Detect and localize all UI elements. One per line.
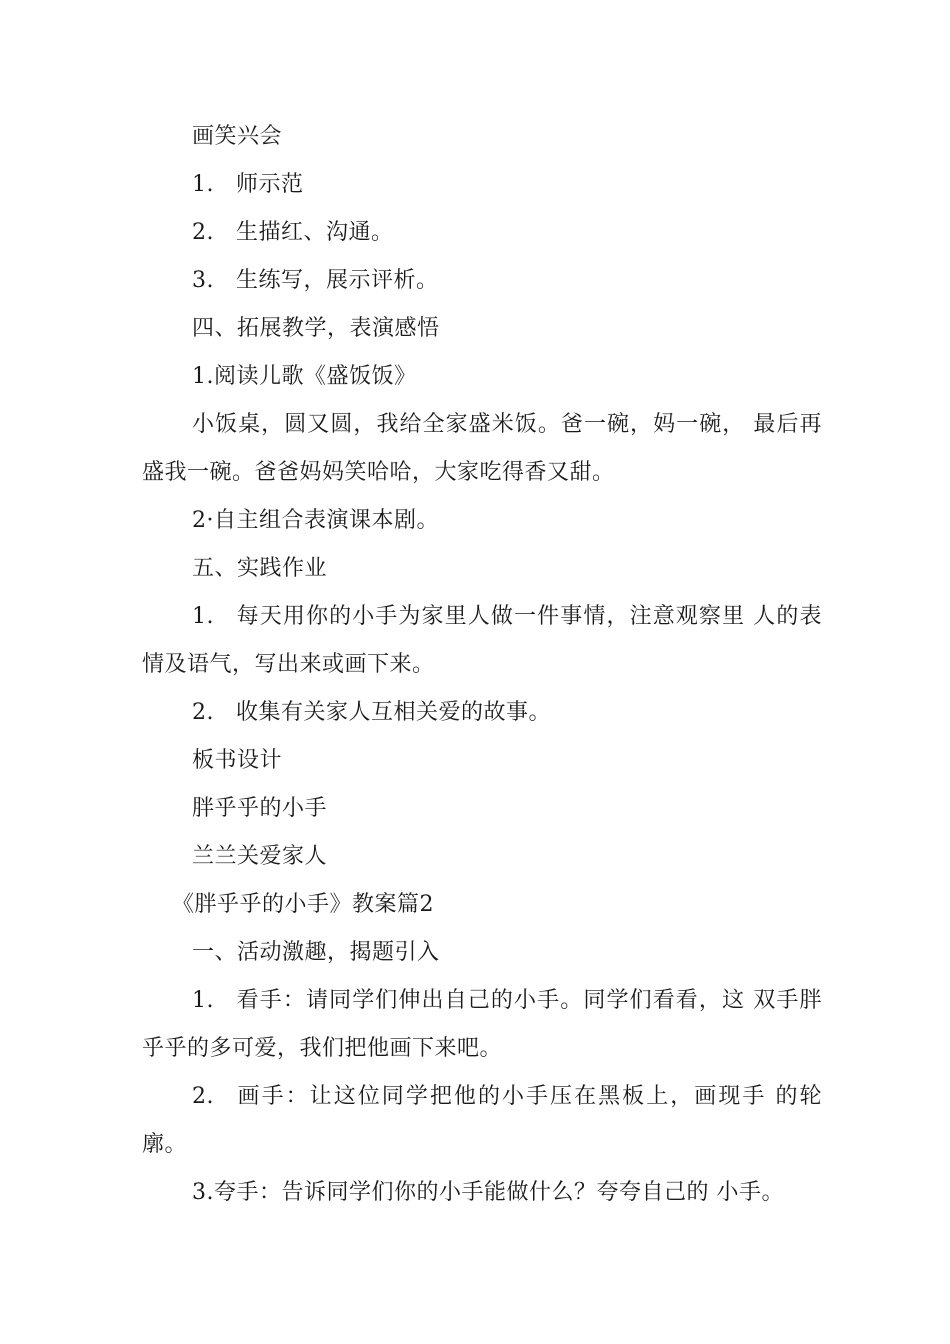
list-item bbox=[142, 593, 822, 689]
sub-heading bbox=[142, 353, 822, 401]
list-number: 1. bbox=[192, 172, 214, 197]
list-item bbox=[142, 161, 822, 209]
section-heading bbox=[142, 305, 822, 353]
list-text: 收集有关家人互相关爱的故事。 bbox=[236, 700, 552, 725]
paragraph-text: 小饭桌，圆又圆，我给全家盛米饭。爸一碗，妈一碗， 最后再盛我一碗。爸爸妈妈笑哈哈，大家吃得香又甜。 bbox=[142, 412, 822, 485]
list-item bbox=[142, 257, 822, 305]
board-line bbox=[142, 833, 822, 881]
heading-text: 1.阅读儿歌《盛饭饭》 bbox=[192, 364, 417, 389]
paragraph-text: 胖乎乎的小手 bbox=[192, 796, 328, 821]
list-number: 2. bbox=[192, 700, 214, 725]
list-item bbox=[142, 977, 822, 1073]
list-item bbox=[142, 1073, 822, 1169]
list-text: 每天用你的小手为家里人做一件事情，注意观察里 人的表情及语气，写出来或画下来。 bbox=[142, 604, 822, 677]
nursery-rhyme-paragraph bbox=[142, 401, 822, 497]
list-number: 1. bbox=[192, 604, 214, 629]
paragraph-heading-draw bbox=[142, 113, 822, 161]
list-text: 师示范 bbox=[236, 172, 304, 197]
paragraph-text: 画笑兴会 bbox=[192, 124, 283, 149]
list-item bbox=[142, 689, 822, 737]
list-text: 画手：让这位同学把他的小手压在黑板上，画现手 的轮廓。 bbox=[142, 1084, 822, 1157]
list-text: 生练写，展示评析。 bbox=[236, 268, 439, 293]
heading-text: 四、拓展教学，表演感悟 bbox=[192, 316, 440, 341]
list-item bbox=[142, 209, 822, 257]
list-number: 2. bbox=[192, 1084, 214, 1109]
title-text: 《胖乎乎的小手》教案篇2 bbox=[172, 892, 434, 917]
section-heading bbox=[142, 929, 822, 977]
section-heading bbox=[142, 545, 822, 593]
list-text: 生描红、沟通。 bbox=[236, 220, 394, 245]
list-text: 3.夸手：告诉同学们你的小手能做什么？夸夸自己的 小手。 bbox=[192, 1180, 784, 1205]
list-number: 1. bbox=[192, 988, 214, 1013]
list-text: 看手：请同学们伸出自己的小手。同学们看看，这 双手胖乎乎的多可爱，我们把他画下来吧。 bbox=[142, 988, 822, 1061]
paragraph-text: 兰兰关爱家人 bbox=[192, 844, 328, 869]
sub-heading bbox=[142, 497, 822, 545]
heading-text: 五、实践作业 bbox=[192, 556, 328, 581]
heading-text: 2·自主组合表演课本剧。 bbox=[192, 508, 439, 533]
heading-text: 板书设计 bbox=[192, 748, 283, 773]
board-design-heading bbox=[142, 737, 822, 785]
board-line bbox=[142, 785, 822, 833]
list-number: 2. bbox=[192, 220, 214, 245]
heading-text: 一、活动激趣，揭题引入 bbox=[192, 940, 440, 965]
lesson-plan-title bbox=[142, 881, 822, 929]
list-number: 3. bbox=[192, 268, 214, 293]
list-item bbox=[142, 1169, 822, 1217]
